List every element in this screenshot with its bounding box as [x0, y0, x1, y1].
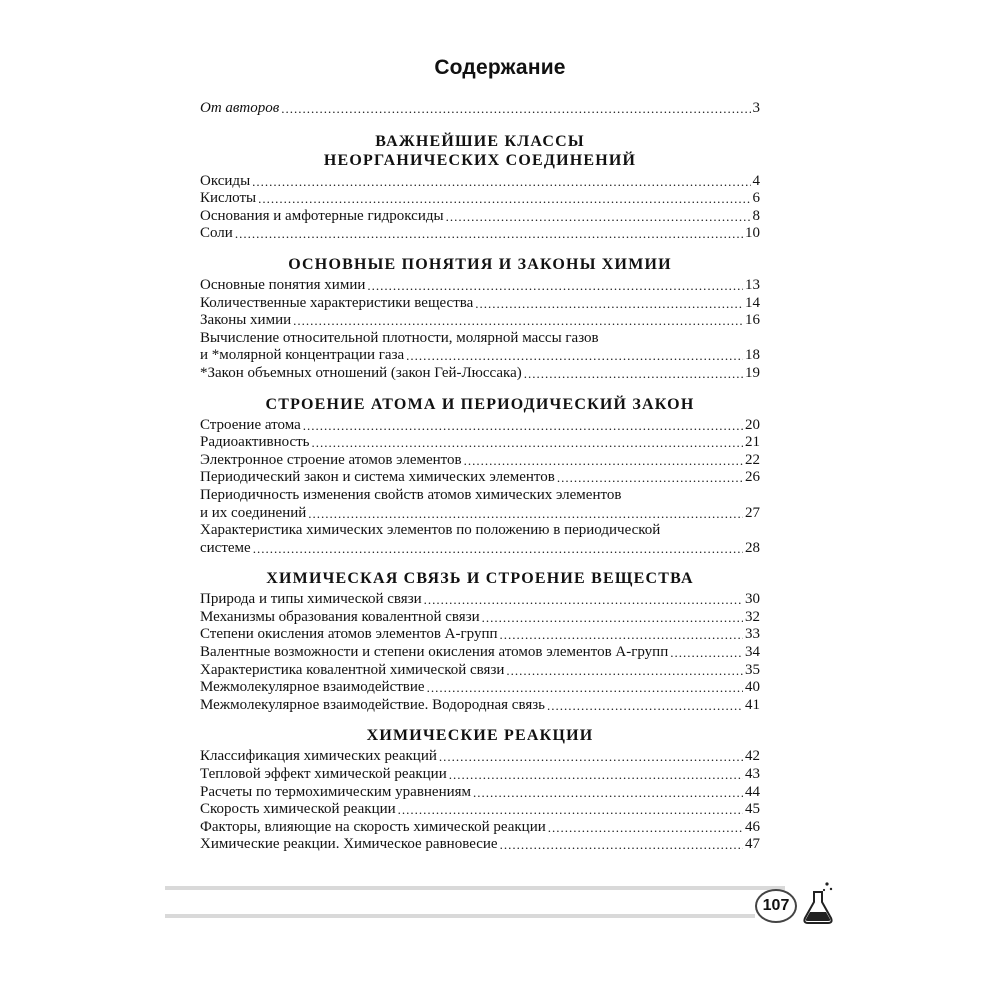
toc-entry-title: Валентные возможности и степени окисления атомов элементов А-групп — [200, 644, 669, 661]
table-of-contents — [200, 100, 760, 854]
toc-entry-page: 46 — [745, 818, 760, 835]
toc-entry-page: 28 — [745, 539, 760, 556]
toc-entry-title: и *молярной концентрации газа — [200, 347, 405, 364]
dot-leader — [252, 173, 750, 191]
dot-leader — [308, 505, 743, 523]
dot-leader — [406, 347, 743, 365]
toc-entry-title: Основания и амфотерные гидроксиды — [200, 207, 444, 224]
toc-entry[interactable] — [200, 626, 760, 644]
toc-section — [200, 726, 760, 854]
section-heading-line: СТРОЕНИЕ АТОМА И ПЕРИОДИЧЕСКИЙ ЗАКОН — [265, 395, 695, 413]
footer-rule-top — [165, 886, 785, 890]
section-heading — [200, 569, 760, 588]
dot-leader — [446, 208, 751, 226]
dot-leader — [398, 801, 743, 819]
dot-leader — [670, 644, 743, 662]
toc-entry[interactable] — [200, 748, 760, 766]
flask-icon — [800, 880, 836, 926]
toc-entry-intro[interactable] — [200, 100, 760, 118]
page-number: 107 — [755, 889, 797, 923]
dot-leader — [235, 225, 743, 243]
toc-entry-page: 40 — [745, 679, 760, 696]
dot-leader — [449, 766, 743, 784]
toc-sections — [200, 132, 760, 854]
toc-entry[interactable] — [200, 836, 760, 854]
dot-leader — [439, 748, 743, 766]
toc-entry-page: 14 — [745, 294, 760, 311]
page-title: Содержание — [434, 56, 566, 79]
section-heading-line: ОСНОВНЫЕ ПОНЯТИЯ И ЗАКОНЫ ХИМИИ — [288, 255, 672, 273]
toc-entry-page: 32 — [745, 608, 760, 625]
toc-entry[interactable] — [200, 312, 760, 330]
toc-section — [200, 395, 760, 558]
dot-leader — [464, 452, 743, 470]
toc-entry[interactable] — [200, 434, 760, 452]
toc-entry[interactable] — [200, 784, 760, 802]
toc-entry-title: Характеристика химических элементов по положению в периодической — [200, 522, 661, 539]
toc-entry[interactable] — [200, 662, 760, 680]
toc-entry-title: Оксиды — [200, 172, 251, 189]
toc-entry-title: Законы химии — [200, 312, 292, 329]
toc-entry[interactable] — [200, 173, 760, 191]
toc-entry-title: Природа и типы химической связи — [200, 591, 422, 608]
toc-entry-title: Кислоты — [200, 190, 257, 207]
toc-entry[interactable] — [200, 469, 760, 487]
dot-leader — [473, 784, 743, 802]
section-heading-line: ВАЖНЕЙШИЕ КЛАССЫ — [375, 132, 585, 150]
toc-entry-page: 27 — [745, 504, 760, 521]
toc-entry[interactable] — [200, 452, 760, 470]
section-heading-line: ХИМИЧЕСКИЕ РЕАКЦИИ — [366, 727, 594, 745]
section-heading-line: НЕОРГАНИЧЕСКИХ СОЕДИНЕНИЙ — [323, 151, 637, 169]
dot-leader — [548, 819, 743, 837]
toc-entry-title: Скорость химической реакции — [200, 801, 396, 818]
toc-entry-last-line — [200, 505, 760, 523]
toc-entry-page: 41 — [745, 696, 760, 713]
toc-entry[interactable] — [200, 295, 760, 313]
toc-entry-page: 33 — [745, 626, 760, 643]
toc-entry-page: 42 — [745, 748, 760, 765]
dot-leader — [557, 469, 743, 487]
toc-entry-page: 6 — [752, 190, 760, 207]
toc-entry-page: 10 — [745, 225, 760, 242]
toc-entry[interactable] — [200, 766, 760, 784]
dot-leader — [524, 365, 743, 383]
toc-entry[interactable] — [200, 277, 760, 295]
toc-entry-title: Факторы, влияющие на скорость химической реакции — [200, 818, 546, 835]
toc-entry-page: 30 — [745, 591, 760, 608]
toc-entry-title: Характеристика ковалентной химической связи — [200, 661, 505, 678]
toc-entry[interactable] — [200, 417, 760, 435]
toc-entry[interactable] — [200, 522, 760, 557]
toc-entry[interactable] — [200, 487, 760, 522]
toc-entry-title: Периодичность изменения свойств атомов химических элементов — [200, 486, 622, 503]
toc-entry-page: 4 — [752, 172, 760, 189]
dot-leader — [500, 836, 743, 854]
toc-entry-page: 26 — [745, 469, 760, 486]
toc-entry-title: Периодический закон и система химических элементов — [200, 469, 555, 486]
toc-entry-title: Тепловой эффект химической реакции — [200, 766, 447, 783]
toc-entry-title: Электронное строение атомов элементов — [200, 451, 462, 468]
toc-entry-page: 19 — [745, 364, 760, 381]
dot-leader — [281, 100, 750, 118]
toc-entry-last-line — [200, 540, 760, 558]
dot-leader — [427, 679, 743, 697]
toc-entry-title: От авторов — [200, 100, 280, 116]
toc-entry-page: 16 — [745, 312, 760, 329]
toc-entry-title: Вычисление относительной плотности, молярной массы газов — [200, 329, 599, 346]
section-heading — [200, 255, 760, 274]
toc-entry[interactable] — [200, 679, 760, 697]
toc-entry[interactable] — [200, 190, 760, 208]
toc-entry-title: системе — [200, 539, 251, 556]
dot-leader — [293, 312, 743, 330]
toc-entry[interactable] — [200, 225, 760, 243]
dot-leader — [506, 662, 743, 680]
toc-entry-title: Межмолекулярное взаимодействие. Водородная связь — [200, 696, 546, 713]
toc-section — [200, 132, 760, 243]
toc-entry-page: 22 — [745, 451, 760, 468]
toc-entry-page: 44 — [745, 783, 760, 800]
section-heading — [200, 132, 760, 170]
toc-entry-page: 8 — [752, 207, 760, 224]
toc-entry[interactable] — [200, 609, 760, 627]
section-heading — [200, 726, 760, 745]
toc-entry-title: Соли — [200, 225, 233, 242]
toc-entry-title: Количественные характеристики вещества — [200, 294, 474, 311]
toc-entry-page: 47 — [745, 836, 760, 853]
toc-entry-title: Строение атома — [200, 416, 301, 433]
toc-entry-page: 21 — [745, 434, 760, 451]
toc-entry-title: Расчеты по термохимическим уравнениям — [200, 783, 472, 800]
toc-entry-page: 13 — [745, 276, 760, 293]
toc-entry[interactable] — [200, 365, 760, 383]
toc-entry[interactable] — [200, 330, 760, 365]
toc-entry[interactable] — [200, 644, 760, 662]
toc-entry-page: 43 — [745, 766, 760, 783]
toc-entry-page: 35 — [745, 661, 760, 678]
toc-entry-title: Классификация химических реакций — [200, 748, 437, 765]
toc-entry-title: Механизмы образования ковалентной связи — [200, 608, 480, 625]
footer-rule-bottom — [165, 914, 755, 918]
section-heading-line: ХИМИЧЕСКАЯ СВЯЗЬ И СТРОЕНИЕ ВЕЩЕСТВА — [266, 570, 694, 588]
toc-entry-title: Степени окисления атомов элементов А-групп — [200, 626, 498, 643]
toc-entry[interactable] — [200, 591, 760, 609]
toc-entry-page: 45 — [745, 801, 760, 818]
dot-leader — [475, 295, 743, 313]
dot-leader — [258, 190, 750, 208]
toc-entry-page: 18 — [745, 347, 760, 364]
toc-entry-title: *Закон объемных отношений (закон Гей-Люссака) — [200, 364, 522, 381]
toc-entry-page: 34 — [745, 644, 760, 661]
dot-leader — [367, 277, 743, 295]
toc-entry[interactable] — [200, 697, 760, 715]
toc-entry-last-line — [200, 347, 760, 365]
dot-leader — [303, 417, 743, 435]
toc-entry-page: 3 — [752, 100, 760, 116]
toc-section — [200, 255, 760, 383]
dot-leader — [253, 540, 743, 558]
toc-section — [200, 569, 760, 714]
section-heading — [200, 395, 760, 414]
toc-entry-title: Химические реакции. Химическое равновесие — [200, 836, 498, 853]
toc-entry-page: 20 — [745, 416, 760, 433]
toc-entry[interactable] — [200, 801, 760, 819]
toc-entry[interactable] — [200, 208, 760, 226]
toc-entry-title: Основные понятия химии — [200, 276, 366, 293]
toc-entry-title: Радиоактивность — [200, 434, 310, 451]
dot-leader — [500, 626, 743, 644]
dot-leader — [424, 591, 743, 609]
toc-entry[interactable] — [200, 819, 760, 837]
toc-entry-title: и их соединений — [200, 504, 307, 521]
dot-leader — [547, 697, 743, 715]
toc-entry-title: Межмолекулярное взаимодействие — [200, 679, 425, 696]
dot-leader — [482, 609, 743, 627]
dot-leader — [312, 434, 743, 452]
